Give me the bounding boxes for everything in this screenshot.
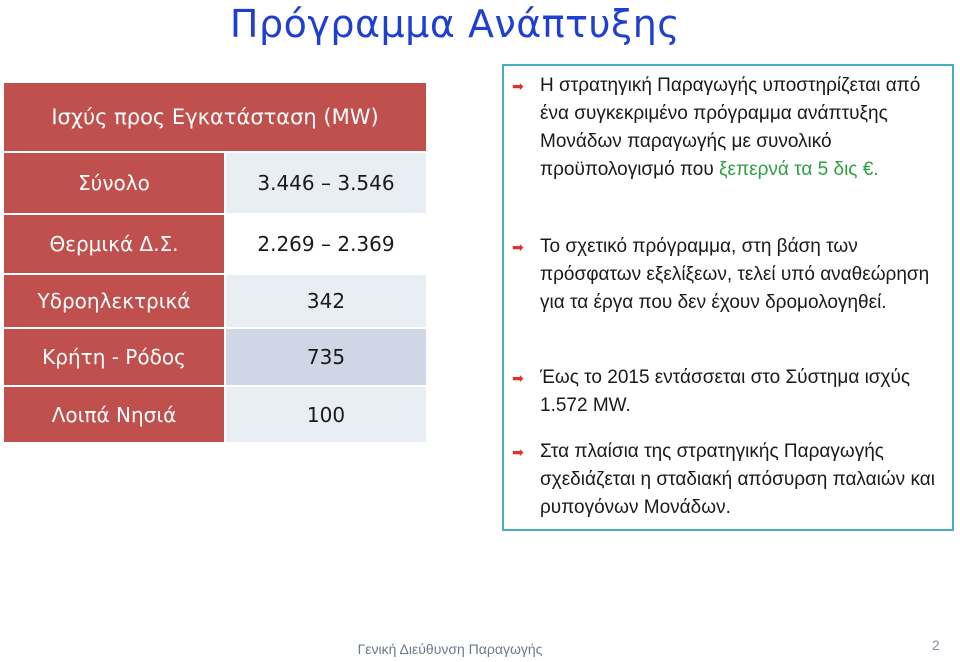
row-value: 342 <box>226 275 426 327</box>
row-value: 3.446 – 3.546 <box>226 153 426 213</box>
row-label: Λοιπά Νησιά <box>4 387 224 442</box>
bullet-item <box>512 438 944 522</box>
bullet-item <box>512 364 944 420</box>
table-row <box>4 275 426 327</box>
row-label: Υδροηλεκτρικά <box>4 275 224 327</box>
arrow-right-icon: ➡ <box>512 370 524 386</box>
bullet-text: Έως το 2015 εντάσσεται στο Σύστημα ισχύς 1.572 MW. <box>540 367 911 416</box>
page-title: Πρόγραμμα Ανάπτυξης <box>229 2 681 46</box>
bullet-text: Η στρατηγική Παραγωγής υποστηρίζεται από ένα συγκεκριμένο πρόγραμμα ανάπτυξης Μονάδων παραγωγής με συνολικό προϋπολογισμό που <box>540 75 921 180</box>
bullet-item <box>512 72 944 184</box>
table-row <box>4 215 426 273</box>
bullet-end: . <box>873 159 879 180</box>
footer-text: Γενική Διεύθυνση Παραγωγής <box>357 641 543 657</box>
row-label: Θερμικά Δ.Σ. <box>4 215 224 273</box>
row-label: Σύνολο <box>4 153 224 213</box>
bullet-highlight: ξεπερνά τα 5 δις € <box>719 159 874 180</box>
bullet-text: Το σχετικό πρόγραμμα, στη βάση των πρόσφατων εξελίξεων, τελεί υπό αναθεώρηση για τα έργα που δεν έχουν δρομολογηθεί. <box>540 236 930 313</box>
arrow-right-icon: ➡ <box>512 239 524 255</box>
text-panel <box>502 64 954 531</box>
table-header: Ισχύς προς Εγκατάσταση (MW) <box>4 83 426 151</box>
arrow-right-icon: ➡ <box>512 78 524 94</box>
arrow-right-icon: ➡ <box>512 444 524 460</box>
table-row <box>4 387 426 442</box>
row-value: 100 <box>226 387 426 442</box>
bullet-text: Στα πλαίσια της στρατηγικής Παραγωγής σχεδιάζεται η σταδιακή απόσυρση παλαιών και ρυπογόνων Μονάδων. <box>540 441 935 518</box>
row-value: 735 <box>226 329 426 385</box>
table-row <box>4 329 426 385</box>
row-label: Κρήτη - Ρόδος <box>4 329 224 385</box>
page-number: 2 <box>932 637 940 653</box>
row-value: 2.269 – 2.369 <box>226 215 426 273</box>
bullet-item <box>512 233 944 317</box>
table-row <box>4 153 426 213</box>
